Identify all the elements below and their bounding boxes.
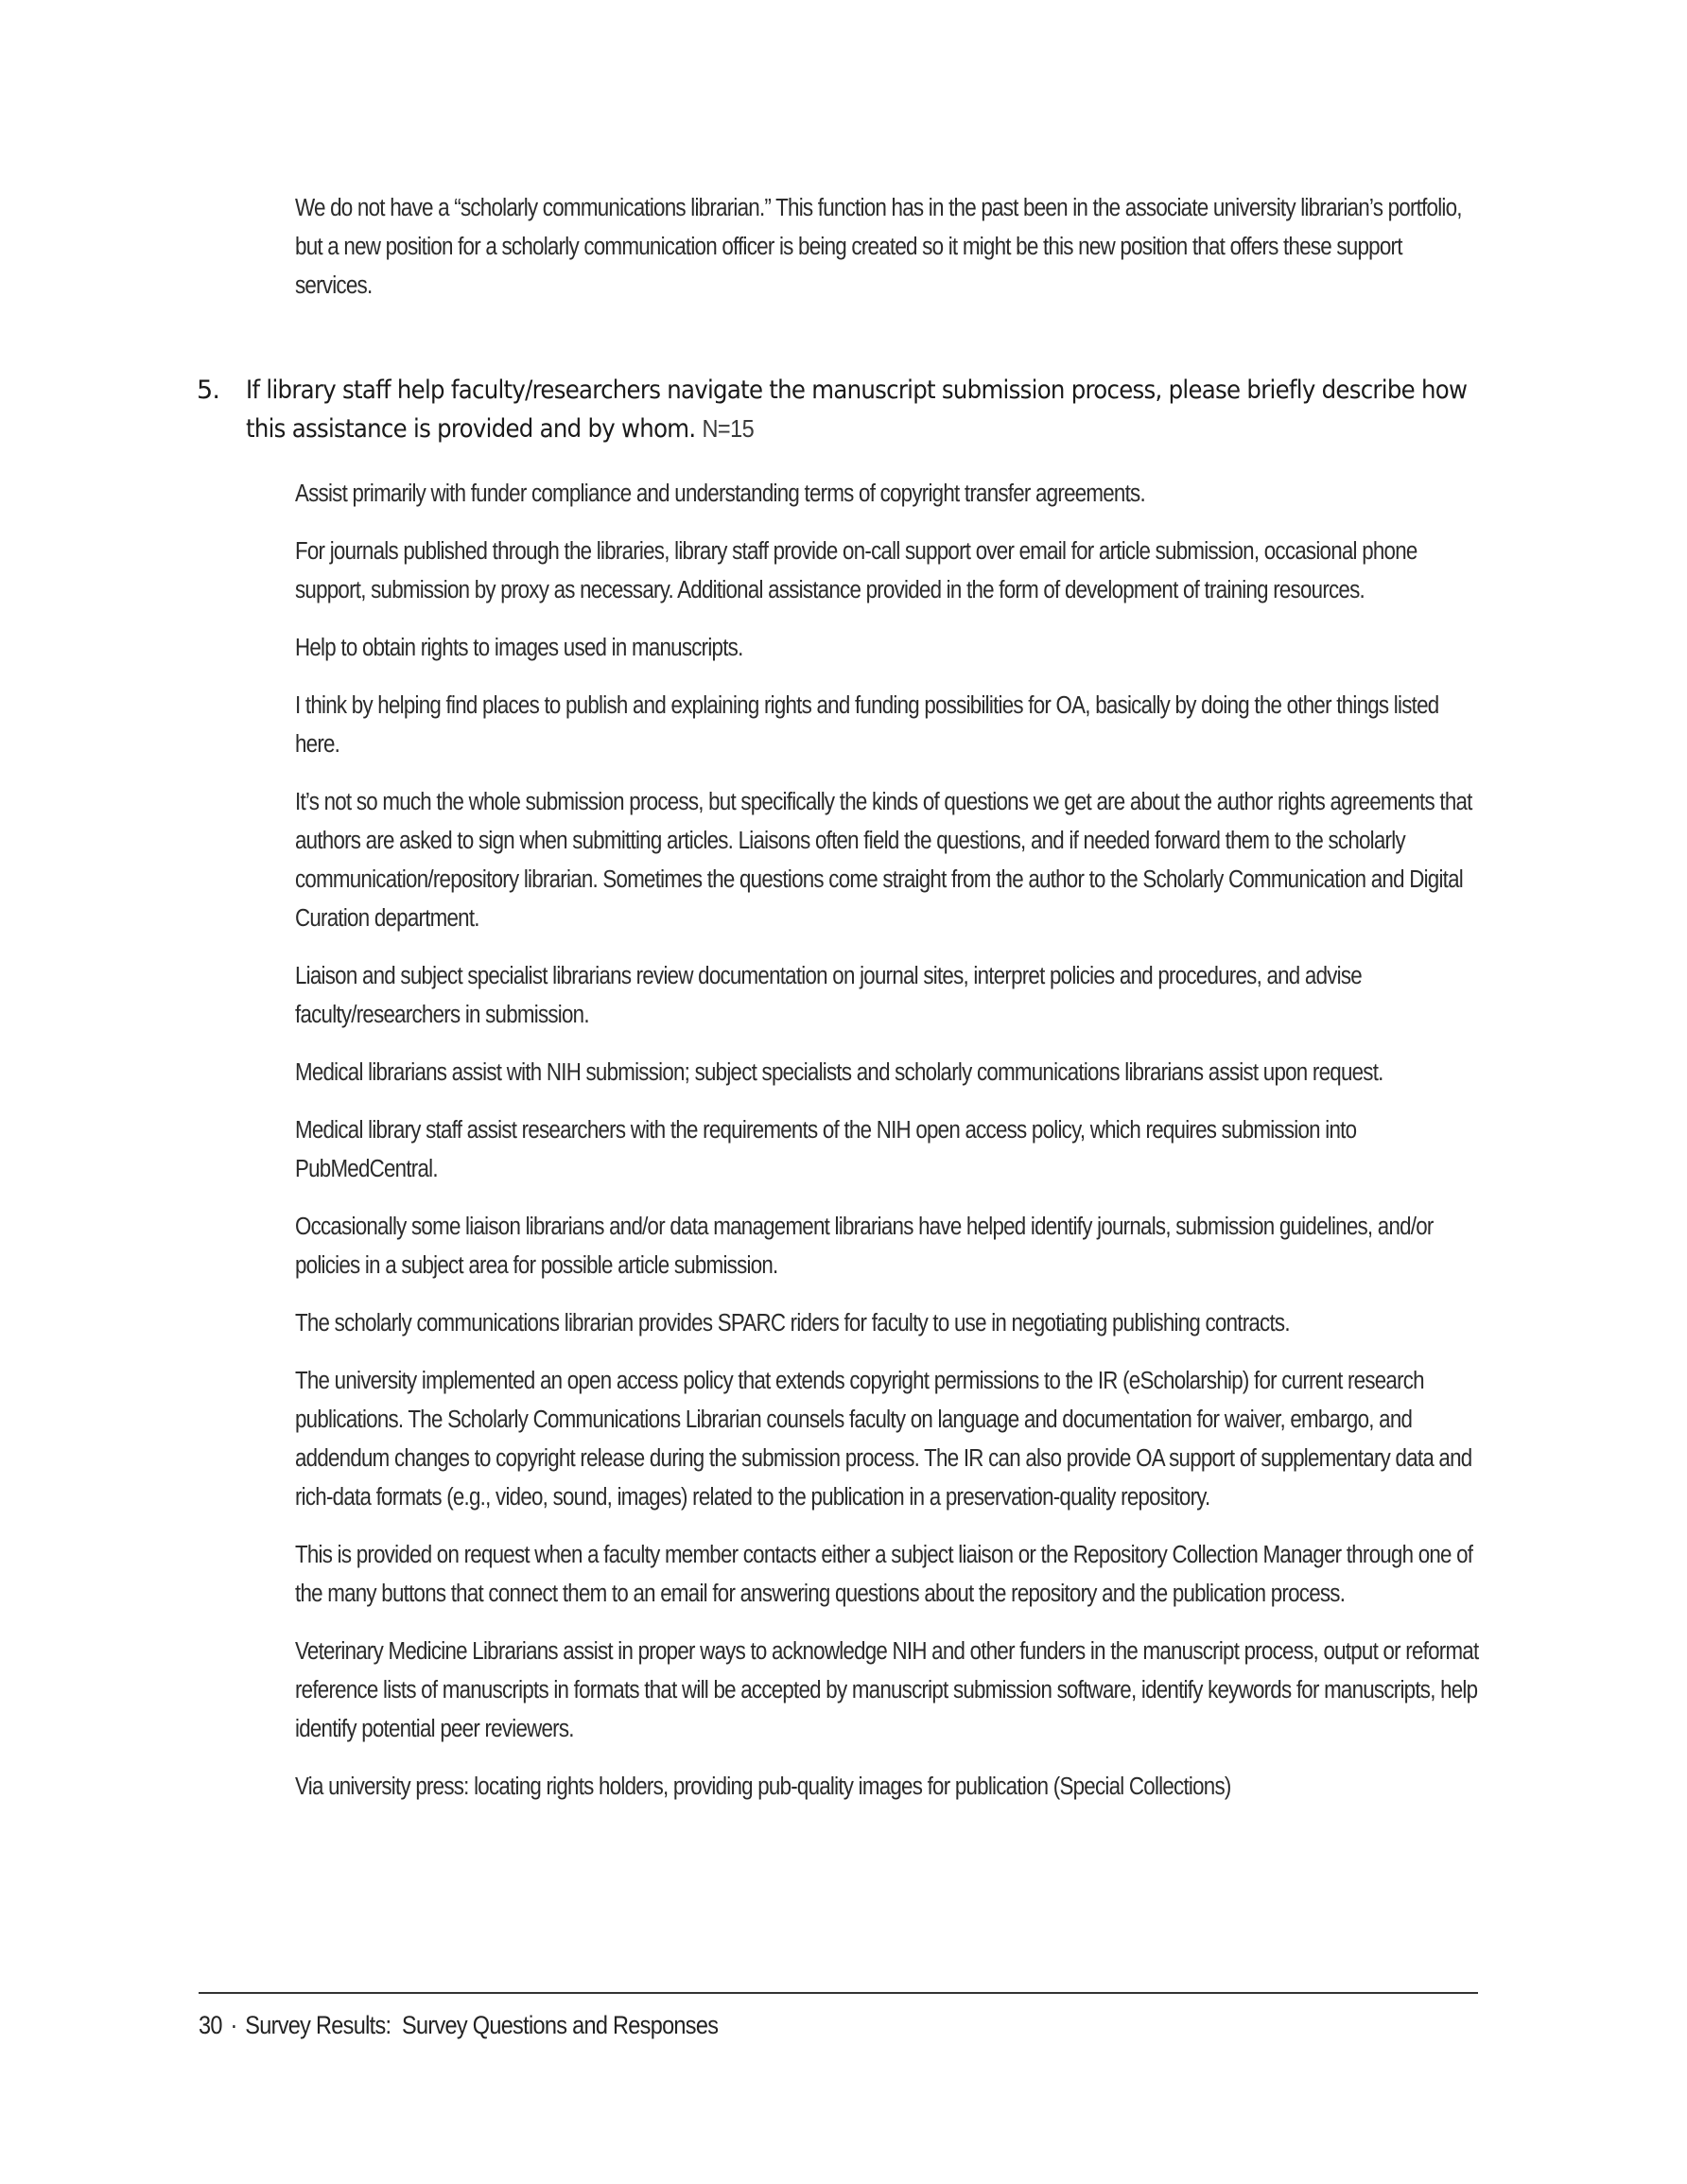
response-item: The scholarly communications librarian provides SPARC riders for faculty to use in negotiating publishing contracts. bbox=[295, 1310, 1290, 1337]
response-item: Via university press: locating rights holders, providing pub-quality images for publication (Special Collections) bbox=[295, 1773, 1231, 1800]
question-text-block bbox=[246, 371, 1504, 448]
response-item: Medical librarians assist with NIH submission; subject specialists and scholarly communications librarians assist upon request. bbox=[295, 1059, 1383, 1086]
response-item: Liaison and subject specialist librarians review documentation on journal sites, interpret policies and procedures, and advise faculty/researchers in submission. bbox=[295, 963, 1362, 1028]
response-item: Assist primarily with funder compliance and understanding terms of copyright transfer agreements. bbox=[295, 480, 1145, 507]
response-list bbox=[295, 475, 1487, 1826]
question-number: 5. bbox=[197, 376, 220, 405]
response-item: Medical library staff assist researchers with the requirements of the NIH open access policy, which requires submission into PubMedCentral. bbox=[295, 1117, 1357, 1182]
response-item: I think by helping find places to publish and explaining rights and funding possibilities for OA, basically by doing the other things listed here. bbox=[295, 692, 1439, 758]
response-item: Veterinary Medicine Librarians assist in proper ways to acknowledge NIH and other funders in the manuscript process, output or reformat reference lists of manuscripts in formats that will be accepted by manuscript submission software, identify keywords for manuscripts, help identify potential peer reviewers. bbox=[295, 1638, 1479, 1742]
response-item: It’s not so much the whole submission process, but specifically the kinds of questions we get are about the author rights agreements that authors are asked to sign when submitting articles. Liaisons often field the questions, and if needed forward them to the scholarly communication/repository librarian. Sometimes the questions come straight from the author to the Scholarly Communication and Digital Curation department. bbox=[295, 789, 1472, 932]
page-footer bbox=[199, 2011, 718, 2040]
previous-question-response: We do not have a “scholarly communications librarian.” This function has in the past been in the associate university librarian’s portfolio, but a new position for a scholarly communication officer is being created so it might be this new position that offers these support services. bbox=[295, 195, 1462, 299]
survey-question bbox=[197, 371, 1502, 448]
footer-separator: · bbox=[230, 2011, 237, 2039]
response-item: The university implemented an open access policy that extends copyright permissions to the IR (eScholarship) for current research publications. The Scholarly Communications Librarian counsels faculty on language and documentation for waiver, embargo, and addendum changes to copyright release during the submission process. The IR can also provide OA support of supplementary data and rich-data formats (e.g., video, sound, images) related to the publication in a preservation-quality repository. bbox=[295, 1368, 1472, 1511]
response-item: For journals published through the libraries, library staff provide on-call support over email for article submission, occasional phone support, submission by proxy as necessary. Additional assistance provided in the form of development of training resources. bbox=[295, 538, 1417, 603]
page-number: 30 bbox=[199, 2011, 222, 2039]
response-item: Help to obtain rights to images used in manuscripts. bbox=[295, 635, 743, 661]
question-text: If library staff help faculty/researchers navigate the manuscript submission process, please briefly describe how this assistance is provided and by whom. bbox=[246, 376, 1468, 444]
response-item: This is provided on request when a faculty member contacts either a subject liaison or the Repository Collection Manager through one of the many buttons that connect them to an email for answering questions about the repository and the publication process. bbox=[295, 1542, 1473, 1607]
footer-divider bbox=[199, 1992, 1478, 1994]
footer-section-title: Survey Results: Survey Questions and Responses bbox=[245, 2011, 719, 2039]
response-count: N=15 bbox=[702, 414, 755, 443]
response-item: Occasionally some liaison librarians and/or data management librarians have helped identify journals, submission guidelines, and/or policies in a subject area for possible article submission. bbox=[295, 1214, 1434, 1279]
